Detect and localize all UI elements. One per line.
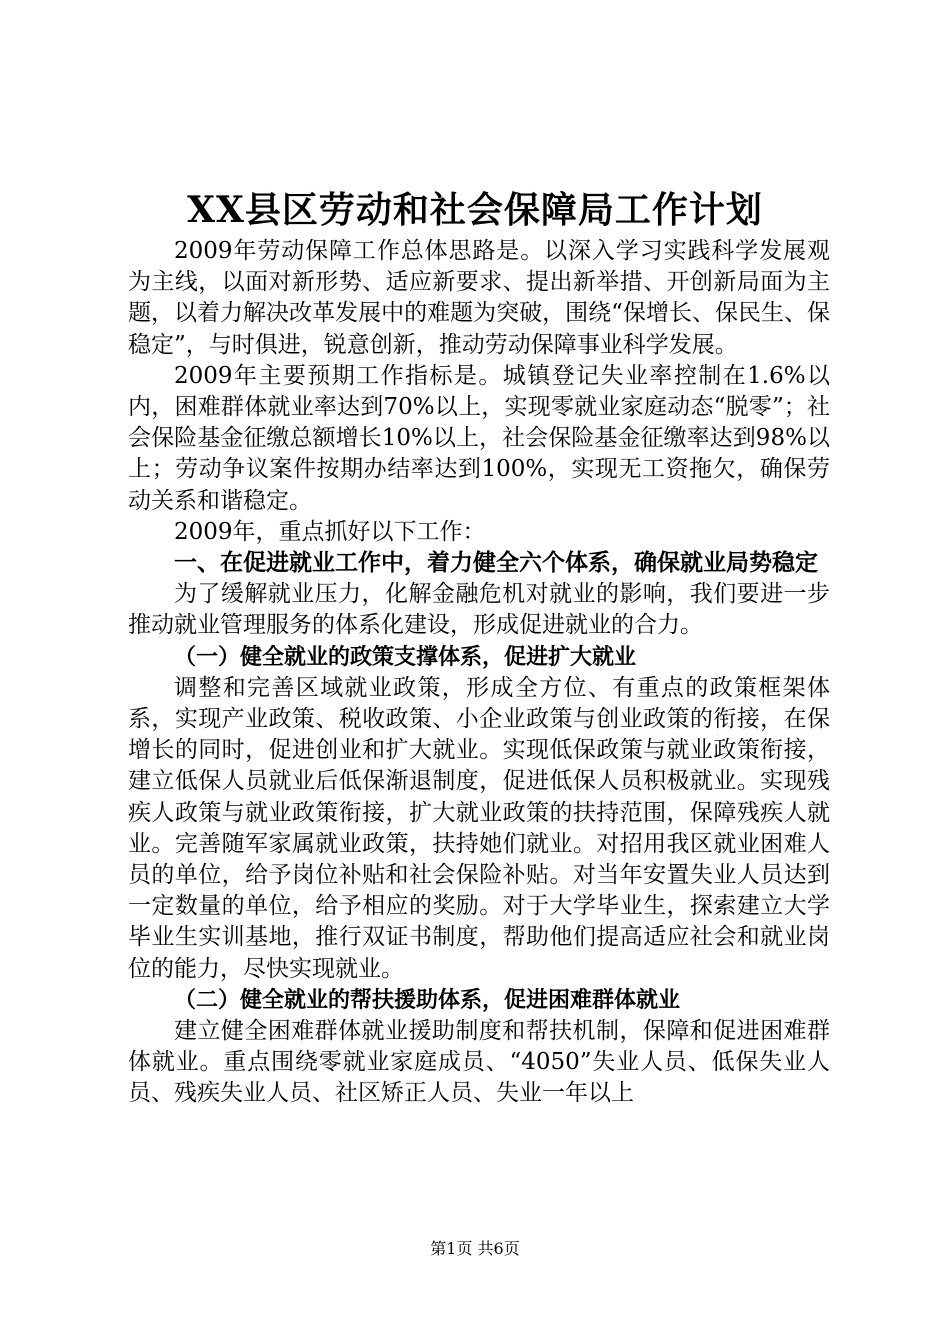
- paragraph-assistance-system: 建立健全困难群体就业援助制度和帮扶机制，保障和促进困难群体就业。重点围绕零就业家庭成员、“4050”失业人员、低保失业人员、残疾失业人员、社区矫正人员、失业一年以上: [128, 1018, 830, 1107]
- paragraph-targets: 2009年主要预期工作指标是。城镇登记失业率控制在1.6%以内，困难群体就业率达到70%以上，实现零就业家庭动态“脱零”；社会保险基金征缴总额增长10%以上，社会保险基金征缴率达到98%以上；劳动争议案件按期办结率达到100%，实现无工资拖欠，确保劳动关系和谐稳定。: [128, 362, 830, 514]
- subsection-heading-2: （二）健全就业的帮扶援助体系，促进困难群体就业: [174, 987, 681, 1013]
- paragraph-section-1-intro: 为了缓解就业压力，化解金融危机对就业的影响，我们要进一步推动就业管理服务的体系化建设，形成促进就业的合力。: [128, 581, 830, 639]
- paragraph-policy-system: 调整和完善区域就业政策，形成全方位、有重点的政策框架体系，实现产业政策、税收政策、小企业政策与创业政策的衔接，在保增长的同时，促进创业和扩大就业。实现低保政策与就业政策衔接，建立低保人员就业后低保渐退制度，促进低保人员积极就业。实现残疾人政策与就业政策衔接，扩大就业政策的扶持范围，保障残疾人就业。完善随军家属就业政策，扶持她们就业。对招用我区就业困难人员的单位，给予岗位补贴和社会保险补贴。对当年安置失业人员达到一定数量的单位，给予相应的奖励。对于大学毕业生，探索建立大学毕业生实训基地，推行双证书制度，帮助他们提高适应社会和就业岗位的能力，尽快实现就业。: [128, 674, 830, 982]
- document-title: XX县区劳动和社会保障局工作计划: [187, 189, 763, 231]
- subsection-heading-1: （一）健全就业的政策支撑体系，促进扩大就业: [174, 644, 637, 670]
- paragraph-key-work-intro: 2009年，重点抓好以下工作：: [174, 518, 486, 545]
- paragraph-overall-approach: 2009年劳动保障工作总体思路是。以深入学习实践科学发展观为主线，以面对新形势、适应新要求、提出新举措、开创新局面为主题，以着力解决改革发展中的难题为突破，围绕“保增长、保民生、保稳定”，与时俱进，锐意创新，推动劳动保障事业科学发展。: [128, 238, 830, 358]
- page-footer: 第1页 共6页: [430, 1239, 520, 1258]
- document-body: [128, 236, 830, 1110]
- section-heading-1: 一、在促进就业工作中，着力健全六个体系，确保就业局势稳定: [174, 550, 818, 577]
